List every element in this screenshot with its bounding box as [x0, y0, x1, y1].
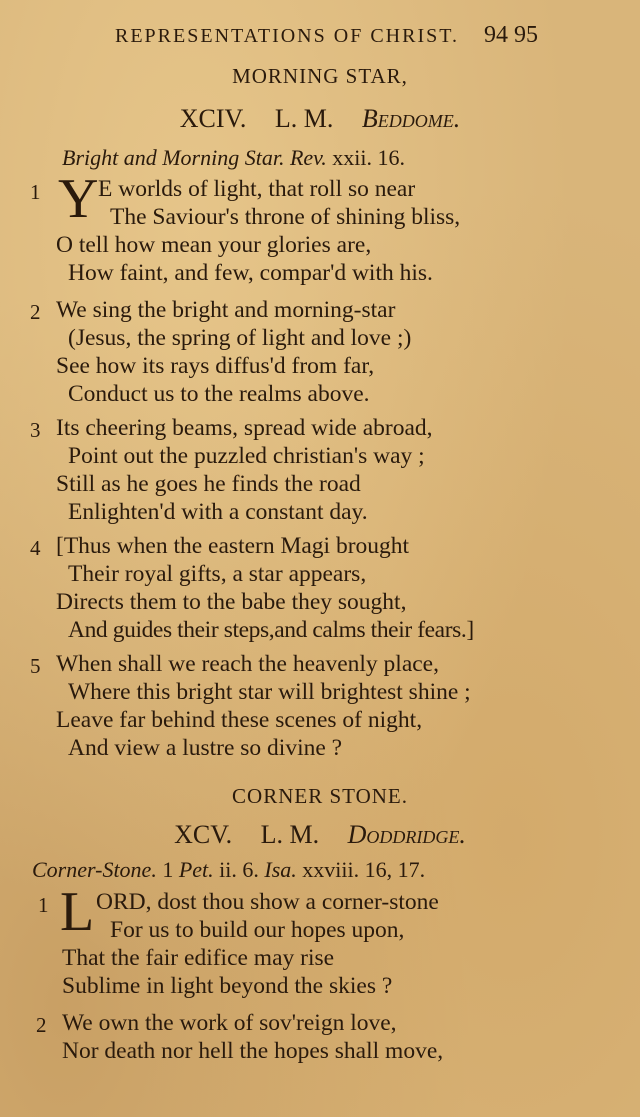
verse-number: 5	[30, 654, 41, 678]
verse-line: O tell how mean your glories are,	[56, 232, 372, 258]
verse-line: We sing the bright and morning-star	[56, 297, 396, 323]
verse-line: Their royal gifts, a star appears,	[68, 561, 367, 587]
verse-line: Where this bright star will brightest shine ;	[68, 679, 471, 705]
reference-part: ii. 6.	[219, 857, 259, 882]
reference-part: xxviii. 16, 17.	[302, 857, 426, 882]
hymn-number: XCIV.	[179, 104, 247, 133]
verse-line: How faint, and few, compar'd with his.	[68, 260, 433, 286]
verse-line: See how its rays diffus'd from far,	[56, 353, 375, 379]
verse-line: And guides their steps,and calms their fears.]	[68, 617, 474, 643]
section-title-corner-stone: CORNER STONE.	[232, 784, 408, 808]
drop-cap: L	[60, 881, 95, 943]
hymn-meter: L. M.	[274, 104, 334, 133]
hymn-meter: L. M.	[260, 820, 320, 849]
verse-line: Its cheering beams, spread wide abroad,	[56, 415, 433, 441]
verse-number: 3	[30, 418, 41, 442]
verse-number: 1	[38, 893, 49, 917]
verse-line: For us to build our hopes upon,	[110, 917, 405, 943]
verse-line: Enlighten'd with a constant day.	[68, 499, 368, 525]
drop-cap: Y	[58, 168, 99, 230]
verse-line: The Saviour's throne of shining bliss,	[110, 204, 461, 230]
verse-line: Leave far behind these scenes of night,	[56, 707, 423, 733]
running-title: REPRESENTATIONS OF CHRIST.	[115, 25, 459, 47]
verse-line: (Jesus, the spring of light and love ;)	[68, 325, 412, 351]
hymn-author: Beddome.	[361, 104, 461, 133]
hymn-heading-xcv	[0, 820, 640, 850]
reference-part: 1	[162, 857, 174, 882]
reference-italic: Bright and Morning Star. Rev.	[62, 145, 327, 170]
verse-number: 4	[30, 536, 41, 560]
verse-line: Point out the puzzled christian's way ;	[68, 443, 425, 469]
scripture-reference	[32, 857, 425, 883]
verse-number: 2	[36, 1013, 47, 1037]
reference-part: Pet.	[178, 857, 214, 882]
scripture-reference	[62, 145, 405, 171]
running-header	[115, 22, 538, 49]
reference-part: Isa.	[264, 857, 297, 882]
section-title-morning-star: MORNING STAR,	[232, 64, 408, 88]
verse-line: Nor death nor hell the hopes shall move,	[62, 1038, 444, 1064]
verse-line: E worlds of light, that roll so near	[98, 176, 416, 202]
page-number: 94 95	[483, 22, 538, 48]
verse-line: That the fair edifice may rise	[62, 945, 335, 971]
verse-line: [Thus when the eastern Magi brought	[56, 533, 410, 559]
verse-number: 1	[30, 180, 41, 204]
hymn-author: Doddridge.	[347, 820, 466, 849]
hymn-heading-xciv	[0, 104, 640, 134]
verse-line: Sublime in light beyond the skies ?	[62, 973, 393, 999]
reference-part: Corner-Stone.	[32, 857, 157, 882]
verse-line: Conduct us to the realms above.	[68, 381, 370, 407]
verse-line: Directs them to the babe they sought,	[56, 589, 407, 615]
verse-line: Still as he goes he finds the road	[56, 471, 361, 497]
verse-line: We own the work of sov'reign love,	[62, 1010, 397, 1036]
verse-line: And view a lustre so divine ?	[68, 735, 343, 761]
verse-number: 2	[30, 300, 41, 324]
verse-line: ORD, dost thou show a corner-stone	[96, 889, 439, 915]
verse-line: When shall we reach the heavenly place,	[56, 651, 439, 677]
reference-plain: xxii. 16.	[332, 145, 406, 170]
hymn-number: XCV.	[174, 820, 233, 849]
